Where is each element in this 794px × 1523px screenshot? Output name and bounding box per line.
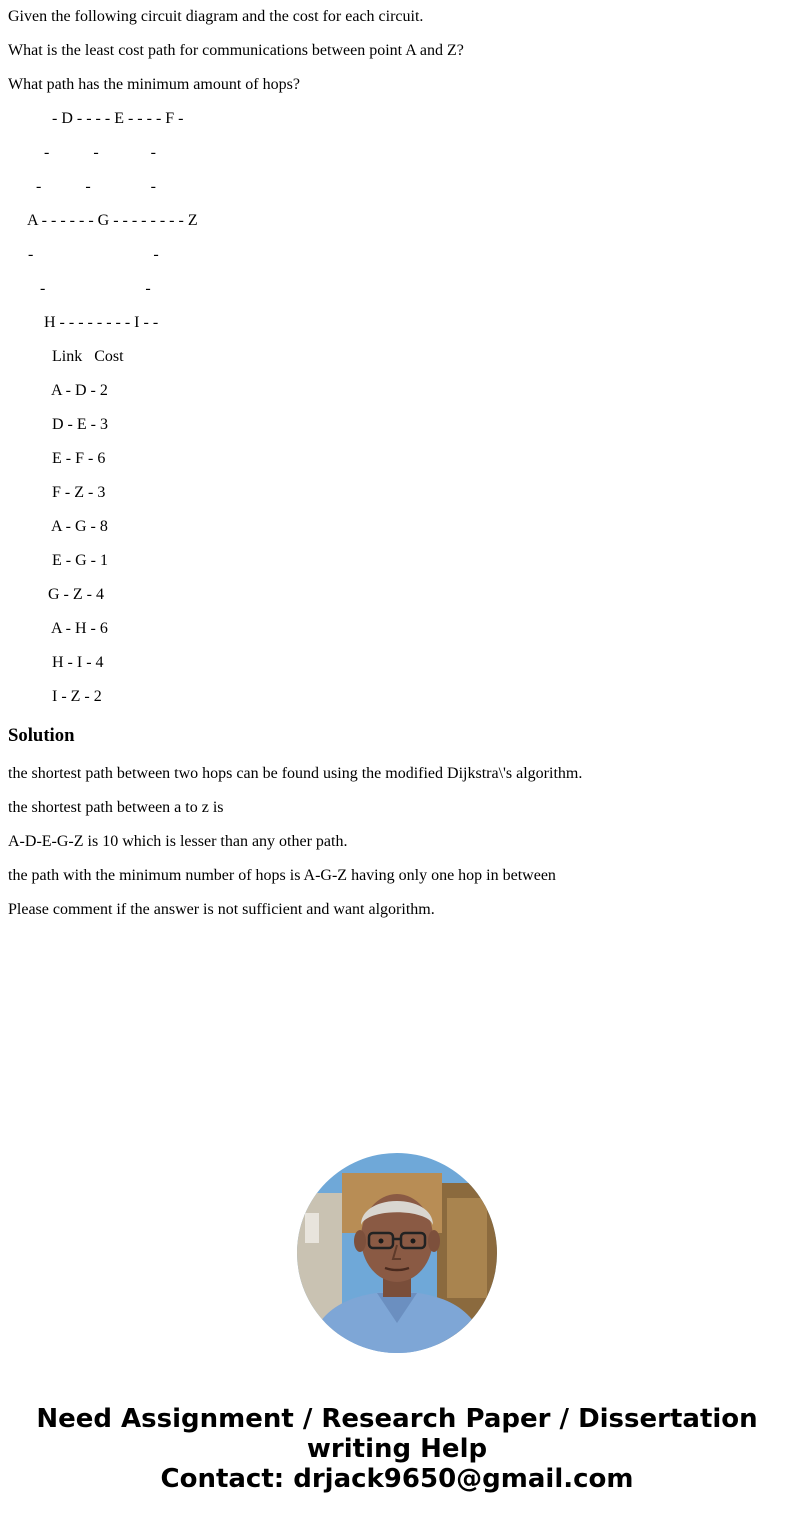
diagram-row: - - — [28, 246, 159, 263]
solution-line: A-D-E-G-Z is 10 which is lesser than any other path. — [8, 833, 348, 850]
cost-row: F - Z - 3 — [52, 484, 106, 501]
cost-row: A - G - 8 — [51, 518, 108, 535]
banner-line: Need Assignment / Research Paper / Dissertation — [36, 1404, 758, 1434]
solution-heading: Solution — [8, 725, 75, 746]
cost-row: D - E - 3 — [52, 416, 108, 433]
cost-row: I - Z - 2 — [52, 688, 102, 705]
solution-line: Please comment if the answer is not sufficient and want algorithm. — [8, 901, 435, 918]
portrait-image — [297, 1153, 497, 1353]
cost-table-header: Link Cost — [52, 348, 124, 365]
diagram-row: - - — [40, 280, 151, 297]
solution-line: the path with the minimum number of hops is A-G-Z having only one hop in between — [8, 867, 556, 884]
solution-line: the shortest path between a to z is — [8, 799, 224, 816]
cost-row: A - H - 6 — [51, 620, 108, 637]
question-intro: Given the following circuit diagram and the cost for each circuit. — [8, 8, 424, 25]
question-least-cost: What is the least cost path for communications between point A and Z? — [8, 42, 464, 59]
diagram-row: - - - — [44, 144, 156, 161]
question-min-hops: What path has the minimum amount of hops? — [8, 76, 300, 93]
banner-contact: Contact: drjack9650@gmail.com — [160, 1464, 634, 1494]
avatar — [297, 1153, 497, 1353]
cost-row: H - I - 4 — [52, 654, 104, 671]
cost-row: E - F - 6 — [52, 450, 106, 467]
solution-line: the shortest path between two hops can be found using the modified Dijkstra\'s algorithm. — [8, 765, 583, 782]
diagram-row: A - - - - - - G - - - - - - - - Z — [27, 212, 198, 229]
diagram-row: - D - - - - E - - - - F - — [52, 110, 184, 127]
cost-row: A - D - 2 — [51, 382, 108, 399]
diagram-row: - - - — [36, 178, 156, 195]
cost-row: E - G - 1 — [52, 552, 108, 569]
diagram-row: H - - - - - - - - I - - — [44, 314, 159, 331]
banner-line: writing Help — [306, 1434, 488, 1464]
cost-row: G - Z - 4 — [48, 586, 104, 603]
